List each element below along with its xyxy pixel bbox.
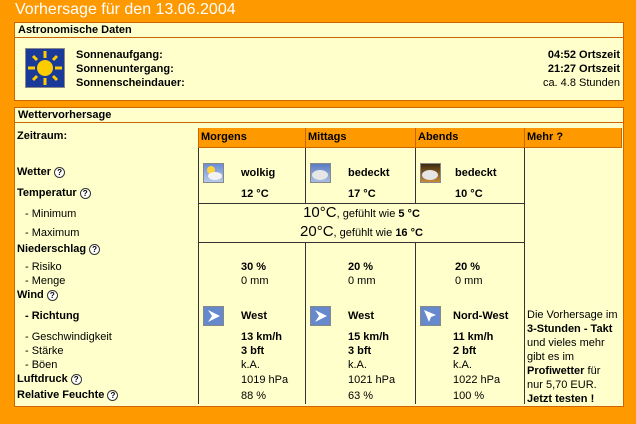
help-icon[interactable]: ? (71, 374, 82, 385)
help-icon[interactable]: ? (54, 167, 65, 178)
amount-morgens: 0 mm (241, 275, 269, 287)
sunset-value: 21:27 Ortszeit (547, 63, 620, 75)
forecast-header: Wettervorhersage (15, 108, 623, 123)
row-label-maximum: - Maximum (25, 227, 80, 239)
row-label-wetter: Wetter ? (17, 166, 65, 178)
help-icon[interactable]: ? (47, 290, 58, 301)
sun-icon (25, 48, 65, 88)
try-now-link[interactable]: Jetzt testen ! (527, 393, 595, 405)
row-label-risiko: - Risiko (25, 261, 62, 273)
row-label-richtung: - Richtung (25, 310, 80, 322)
sunset-label: Sonnenuntergang: (76, 63, 174, 75)
gusts-morgens: k.A. (241, 359, 260, 371)
force-morgens: 3 bft (241, 345, 265, 357)
direction-morgens: West (241, 310, 268, 322)
row-label-feuchte: Relative Feuchte ? (17, 389, 118, 401)
condition-morgens: wolkig (241, 167, 276, 179)
risk-morgens: 30 % (241, 261, 267, 273)
amount-abends: 0 mm (455, 275, 483, 287)
minimum-temp: 10°C, gefühlt wie 5 °C (303, 204, 420, 221)
arrow-west-icon (310, 306, 331, 326)
help-icon[interactable]: ? (89, 244, 100, 255)
grid-line (198, 148, 199, 404)
pressure-abends: 1022 hPa (453, 374, 501, 386)
col-header-mehr[interactable]: Mehr ? (524, 128, 622, 148)
humidity-abends: 100 % (453, 390, 485, 402)
condition-mittags: bedeckt (348, 167, 390, 179)
maximum-temp: 20°C, gefühlt wie 16 °C (300, 223, 423, 240)
arrow-west-icon (203, 306, 224, 326)
amount-mittags: 0 mm (348, 275, 376, 287)
astro-header: Astronomische Daten (15, 23, 623, 38)
row-label-staerke: - Stärke (25, 345, 64, 357)
sunrise-value: 04:52 Ortszeit (547, 49, 620, 61)
condition-abends: bedeckt (455, 167, 497, 179)
row-label-wind: Wind ? (17, 289, 58, 301)
row-label-menge: - Menge (25, 275, 66, 287)
speed-abends: 11 km/h (453, 331, 494, 343)
direction-abends: Nord-West (453, 310, 509, 322)
gusts-abends: k.A. (453, 359, 472, 371)
pressure-morgens: 1019 hPa (241, 374, 289, 386)
zeitraum-label: Zeitraum: (17, 130, 68, 142)
profiwetter-promo[interactable]: Die Vorhersage im 3-Stunden - Takt und vieles mehr gibt es im Profiwetter für nur 5,70 EUR. Jetzt testen ! (527, 309, 618, 405)
col-header-abends: Abends (415, 128, 525, 148)
temp-abends: 10 °C (455, 188, 483, 200)
grid-line (305, 148, 306, 203)
sunshine-value: ca. 4.8 Stunden (542, 77, 620, 89)
overcast-night-icon (420, 163, 441, 183)
pressure-mittags: 1021 hPa (348, 374, 396, 386)
help-icon[interactable]: ? (80, 188, 91, 199)
row-label-luftdruck: Luftdruck ? (17, 373, 82, 385)
grid-line (198, 242, 525, 243)
partly-cloudy-icon (203, 163, 224, 183)
row-label-minimum: - Minimum (25, 208, 77, 220)
speed-morgens: 13 km/h (241, 331, 282, 343)
col-header-morgens: Morgens (198, 128, 306, 148)
speed-mittags: 15 km/h (348, 331, 389, 343)
row-label-temperatur: Temperatur ? (17, 187, 91, 199)
sunrise-label: Sonnenaufgang: (76, 49, 163, 61)
page-title: Vorhersage für den 13.06.2004 (15, 1, 236, 18)
grid-line (415, 148, 416, 203)
sunshine-label: Sonnenscheindauer: (76, 77, 185, 89)
temp-morgens: 12 °C (241, 188, 269, 200)
row-label-geschwindigkeit: - Geschwindigkeit (25, 331, 112, 343)
force-abends: 2 bft (453, 345, 477, 357)
help-icon[interactable]: ? (107, 390, 118, 401)
grid-line (415, 242, 416, 404)
humidity-mittags: 63 % (348, 390, 374, 402)
row-label-boeen: - Böen (25, 359, 58, 371)
force-mittags: 3 bft (348, 345, 372, 357)
gusts-mittags: k.A. (348, 359, 367, 371)
temp-mittags: 17 °C (348, 188, 376, 200)
grid-line (524, 148, 525, 404)
overcast-icon (310, 163, 331, 183)
direction-mittags: West (348, 310, 375, 322)
row-label-niederschlag: Niederschlag ? (17, 243, 100, 255)
humidity-morgens: 88 % (241, 390, 267, 402)
col-header-mittags: Mittags (305, 128, 415, 148)
arrow-northwest-icon (420, 306, 441, 326)
astro-panel (14, 22, 624, 101)
risk-abends: 20 % (455, 261, 481, 273)
risk-mittags: 20 % (348, 261, 374, 273)
grid-line (305, 242, 306, 404)
